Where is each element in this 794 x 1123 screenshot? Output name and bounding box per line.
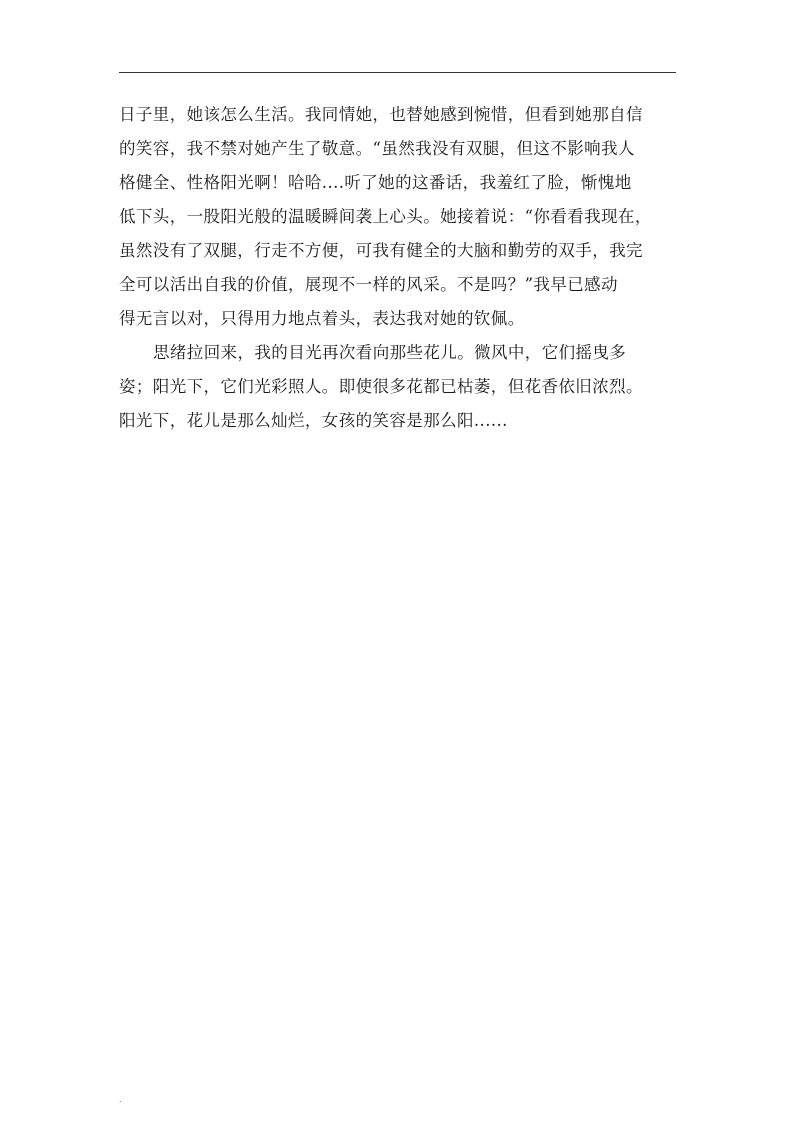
paragraph-start-line: 思绪拉回来，我的目光再次看向那些花儿。微风中，它们摇曳多 — [153, 343, 627, 362]
text-line: 格健全、性格阳光啊！哈哈....听了她的这番话，我羞红了脸，惭愧地 — [119, 173, 632, 192]
text-line: 的笑容，我不禁对她产生了敬意。“虽然我没有双腿，但这不影响我人 — [119, 139, 635, 158]
footer-mark: . — [119, 1095, 122, 1104]
text-line: 姿；阳光下，它们光彩照人。即使很多花都已枯萎，但花香依旧浓烈。 — [119, 377, 643, 396]
text-line: 日子里，她该怎么生活。我同情她，也替她感到惋惜，但看到她那自信 — [119, 105, 643, 124]
text-line: 全可以活出自我的价值，展现不一样的风采。不是吗？”我早已感动 — [119, 275, 618, 294]
document-body — [119, 98, 691, 438]
text-line: 得无言以对，只得用力地点着头，表达我对她的钦佩。 — [119, 309, 525, 328]
text-line: 低下头，一股阳光般的温暖瞬间袭上心头。她接着说：“你看看我现在， — [119, 207, 652, 226]
text-line: 虽然没有了双腿，行走不方便，可我有健全的大脑和勤劳的双手，我完 — [119, 241, 643, 260]
header-rule — [119, 72, 676, 73]
text-line: 阳光下，花儿是那么灿烂，女孩的笑容是那么阳...... — [119, 411, 508, 430]
